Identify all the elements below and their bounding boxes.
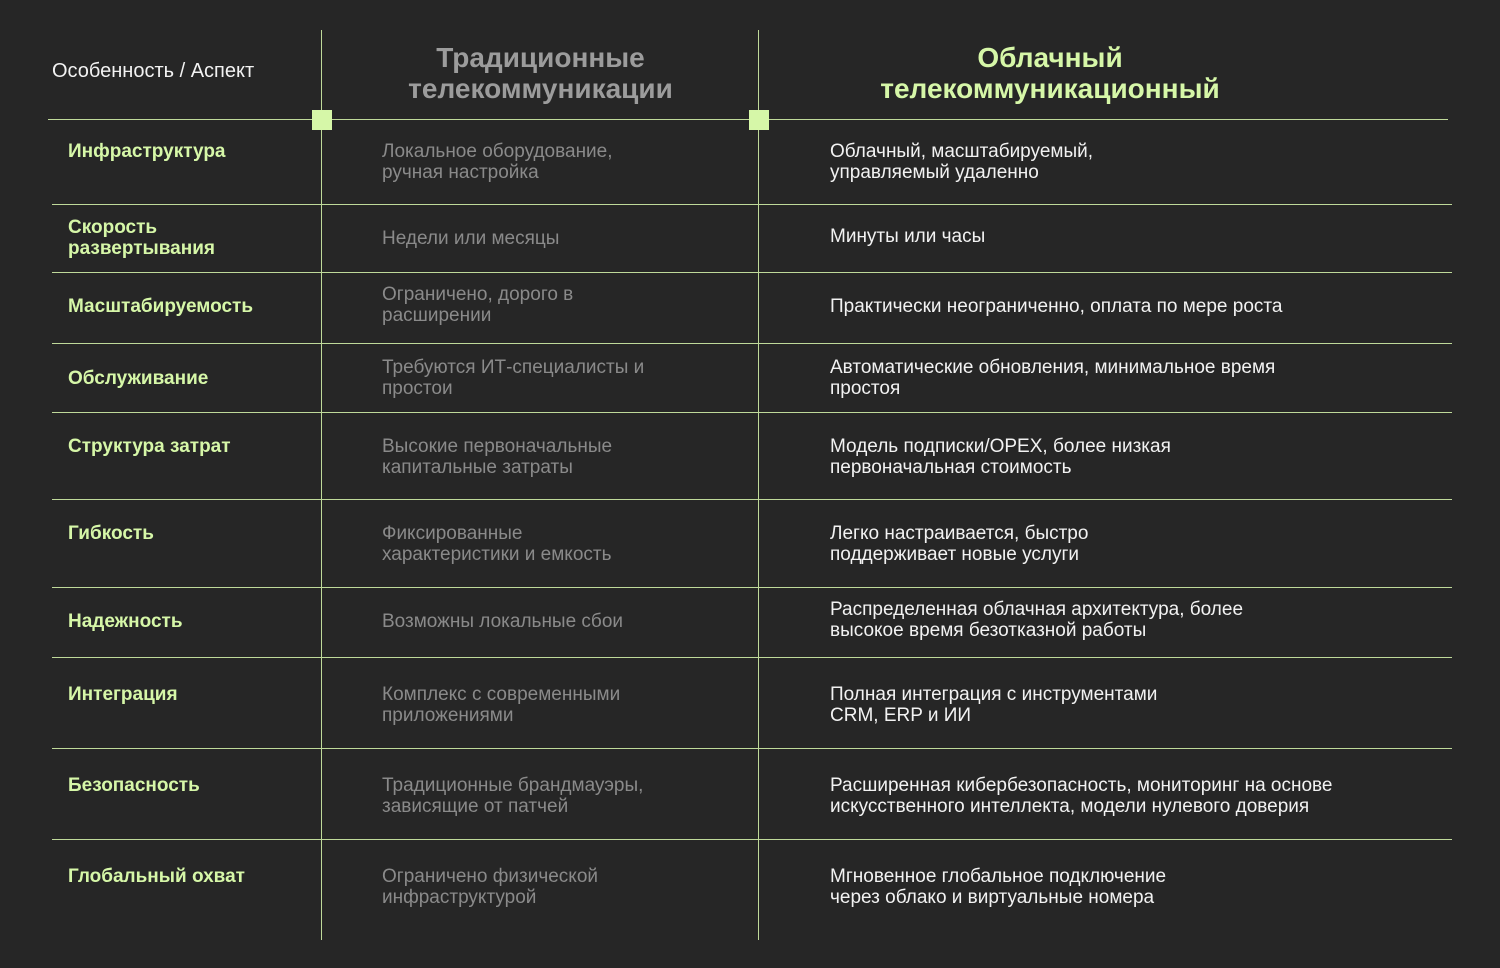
row-aspect: Инфраструктура	[68, 141, 226, 162]
row-divider	[52, 343, 1452, 344]
row-cloud: Мгновенное глобальное подключение через облако и виртуальные номера	[830, 866, 1167, 908]
row-cloud: Расширенная кибербезопасность, мониторинг на основе искусственного интеллекта, модели нулевого доверия	[830, 775, 1333, 817]
row-traditional: Фиксированные характеристики и емкость	[382, 523, 612, 565]
row-divider	[52, 839, 1452, 840]
row-traditional: Ограничено физической инфраструктурой	[382, 866, 598, 908]
column-divider-2	[758, 30, 759, 940]
row-traditional: Комплекс с современными приложениями	[382, 684, 621, 726]
intersection-marker	[749, 110, 769, 130]
row-cloud: Облачный, масштабируемый, управляемый удаленно	[830, 141, 1094, 183]
row-aspect: Безопасность	[68, 775, 200, 796]
header-traditional	[323, 42, 758, 104]
header-cloud-line2: телекоммуникационный	[880, 73, 1220, 104]
row-cloud: Автоматические обновления, минимальное время простоя	[830, 357, 1276, 399]
row-traditional: Возможны локальные сбои	[382, 611, 623, 632]
header-traditional-line2: телекоммуникации	[408, 73, 673, 104]
row-cloud: Модель подписки/OPEX, более низкая первоначальная стоимость	[830, 436, 1171, 478]
row-cloud: Распределенная облачная архитектура, более высокое время безотказной работы	[830, 599, 1244, 641]
row-divider	[52, 204, 1452, 205]
row-aspect: Глобальный охват	[68, 866, 245, 887]
row-cloud: Полная интеграция с инструментами CRM, ERP и ИИ	[830, 684, 1158, 726]
row-divider	[52, 272, 1452, 273]
row-aspect: Структура затрат	[68, 436, 231, 457]
row-traditional: Ограничено, дорого в расширении	[382, 284, 574, 326]
row-traditional: Локальное оборудование, ручная настройка	[382, 141, 613, 183]
row-traditional: Требуются ИТ-специалисты и простои	[382, 357, 645, 399]
header-traditional-line1: Традиционные	[436, 42, 645, 73]
row-divider	[52, 412, 1452, 413]
row-divider	[52, 657, 1452, 658]
header-divider	[48, 119, 1448, 120]
row-aspect: Интеграция	[68, 684, 178, 705]
intersection-marker	[312, 110, 332, 130]
row-divider	[52, 499, 1452, 500]
row-traditional: Высокие первоначальные капитальные затраты	[382, 436, 613, 478]
column-divider-1	[321, 30, 322, 940]
header-aspect: Особенность / Аспект	[52, 60, 255, 82]
row-traditional: Традиционные брандмауэры, зависящие от патчей	[382, 775, 644, 817]
row-cloud: Легко настраивается, быстро поддерживает новые услуги	[830, 523, 1089, 565]
row-aspect: Обслуживание	[68, 368, 209, 389]
row-cloud: Минуты или часы	[830, 226, 986, 247]
row-aspect: Гибкость	[68, 523, 154, 544]
header-cloud	[760, 42, 1340, 104]
row-divider	[52, 587, 1452, 588]
header-cloud-line1: Облачный	[977, 42, 1123, 73]
row-aspect: Скорость развертывания	[68, 217, 215, 259]
row-cloud: Практически неограниченно, оплата по мере роста	[830, 296, 1283, 317]
row-traditional: Недели или месяцы	[382, 228, 560, 249]
row-divider	[52, 748, 1452, 749]
row-aspect: Надежность	[68, 611, 183, 632]
row-aspect: Масштабируемость	[68, 296, 254, 317]
